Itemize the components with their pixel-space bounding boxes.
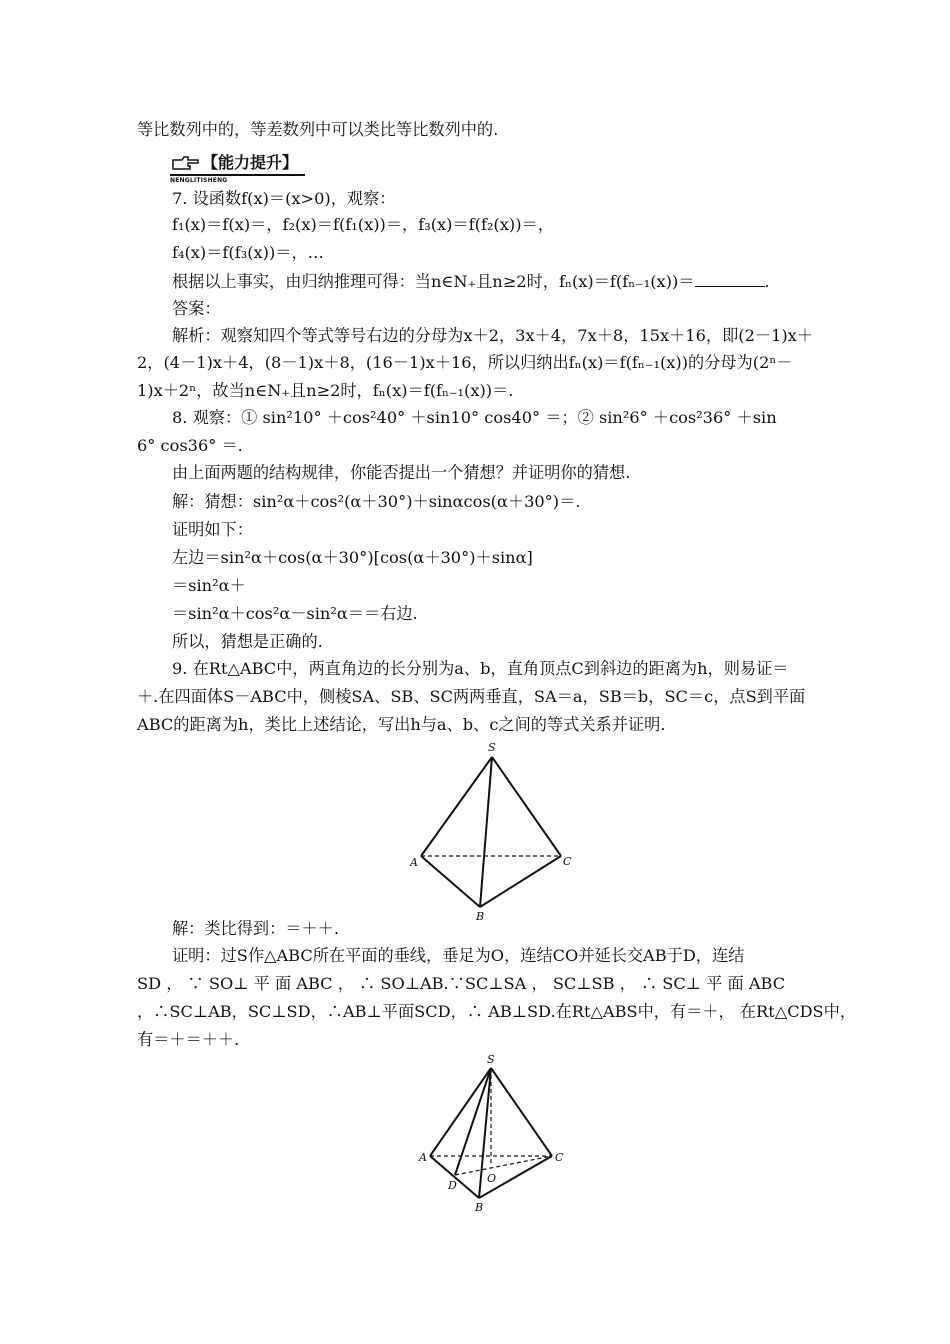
text-line: ＝sin²α＋cos²α－sin²α＝＝右边. <box>172 604 418 623</box>
question-7-row: f₄(x)＝f(f₃(x))＝，… <box>172 243 324 262</box>
section-header <box>170 150 340 188</box>
text-line: ＋.在四面体S－ABC中，侧棱SA、SB、SC两两垂直，SA＝a，SB＝b，SC＝c，点S到平面 <box>137 687 806 706</box>
edge-sa <box>421 757 492 856</box>
question-7-row: f₁(x)＝f(x)＝，f₂(x)＝f(f₁(x))＝，f₃(x)＝f(f₂(x))＝， <box>172 215 554 234</box>
text-line: ABC的距离为h，类比上述结论，写出h与a、b、c之间的等式关系并证明. <box>137 715 666 734</box>
text-line: 8. 观察：① sin²10° ＋cos²40° ＋sin10° cos40° ＝；② sin²6° ＋cos²36° ＋sin <box>172 408 777 427</box>
vertex-label-a: A <box>410 856 418 869</box>
text-line: 9. 在Rt△ABC中，两直角边的长分别为a、b，直角顶点C到斜边的距离为h，则易证＝ <box>172 659 789 678</box>
pointing-hand-icon <box>172 154 200 174</box>
text-line: ，∴SC⊥AB，SC⊥SD，∴AB⊥平面SCD，∴ AB⊥SD.在Rt△ABS中，有＝＋， 在Rt△CDS中， <box>137 1002 857 1021</box>
text-line: 证明如下： <box>172 520 253 539</box>
text-line: 证明：过S作△ABC所在平面的垂线，垂足为O，连结CO并延长交AB于D，连结 <box>172 946 745 965</box>
section-underline <box>170 174 305 176</box>
edge-sc <box>491 1068 552 1156</box>
text-line: 由上面两题的结构规律，你能否提出一个猜想？并证明你的猜想. <box>172 463 631 482</box>
question-7-prompt: 根据以上事实，由归纳推理可得：当n∈N₊且n≥2时，fₙ(x)＝f(fₙ₋₁(x))＝ . <box>172 272 770 291</box>
vertex-label-c: C <box>563 855 572 868</box>
vertex-label-b: B <box>475 1201 484 1214</box>
prompt-text: 根据以上事实，由归纳推理可得：当n∈N₊且n≥2时，fₙ(x)＝f(fₙ₋₁(x))＝ <box>172 272 695 291</box>
text-line: 解析：观察知四个等式等号右边的分母为x＋2，3x＋4，7x＋8，15x＋16，即(2－1)x＋ <box>172 326 814 345</box>
edge-sb <box>480 757 492 907</box>
text-line: 1)x＋2ⁿ，故当n∈N₊且n≥2时，fₙ(x)＝f(fₙ₋₁(x))＝. <box>137 381 514 400</box>
vertex-label-s: S <box>487 1053 495 1066</box>
point-label-o: O <box>487 1172 497 1185</box>
vertex-label-b: B <box>476 910 485 923</box>
text-line: SD ， ∵ SO⊥ 平 面 ABC ， ∴ SO⊥AB.∵SC⊥SA ， SC⊥SB ， ∴ SC⊥ 平 面 ABC <box>137 974 786 993</box>
vertex-label-c: C <box>555 1151 564 1164</box>
section-pinyin: NENGLITISHENG <box>170 177 228 184</box>
text-line: ＝sin²α＋ <box>172 576 246 595</box>
point-label-d: D <box>448 1179 457 1192</box>
text-line: 等比数列中的，等差数列中可以类比等比数列中的. <box>137 120 499 139</box>
text-line: 所以，猜想是正确的. <box>172 632 323 651</box>
text-line: 解：猜想：sin²α＋cos²(α＋30°)＋sinαcos(α＋30°)＝. <box>172 492 581 511</box>
text-line: 6° cos36° ＝. <box>137 436 243 455</box>
text-line: 解：类比得到：＝＋＋. <box>172 919 340 938</box>
edge-sa <box>430 1068 491 1156</box>
question-7-intro: 7. 设函数f(x)＝(x>0)，观察： <box>172 189 396 208</box>
edge-sc <box>492 757 561 856</box>
edge-ab <box>421 856 480 907</box>
answer-label: 答案： <box>172 299 221 318</box>
text-line: 左边＝sin²α＋cos(α＋30°)[cos(α＋30°)＋sinα] <box>172 548 533 567</box>
text-line: 2，(4－1)x＋4，(8－1)x＋8，(16－1)x＋16，所以归纳出fₙ(x)＝f(fₙ₋₁(x))的分母为(2ⁿ－ <box>137 353 793 372</box>
vertex-label-a: A <box>419 1151 427 1164</box>
answer-blank <box>695 272 765 287</box>
vertex-label-s: S <box>488 741 496 754</box>
edge-bc <box>480 856 561 907</box>
tetrahedron-figure-2 <box>405 1050 585 1220</box>
tetrahedron-figure-1 <box>405 738 585 923</box>
section-title: 【能力提升】 <box>202 153 299 172</box>
text-line: 有＝＋＝＋＋. <box>137 1030 240 1049</box>
